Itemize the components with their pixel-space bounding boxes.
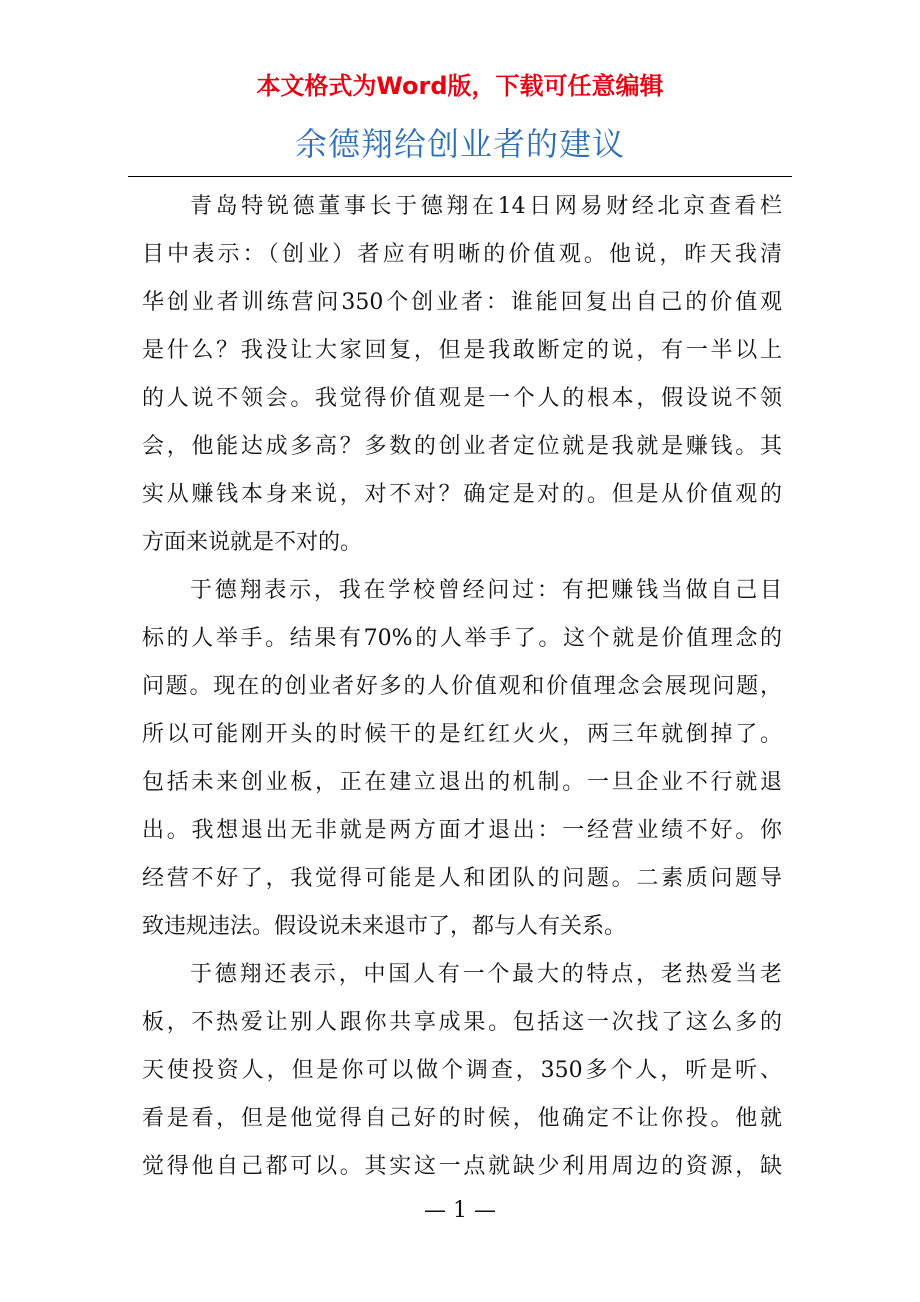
paragraph-line: 方面来说就是不对的。 [142, 530, 363, 555]
paragraph-line: 包括未来创业板，正在建立退出的机制。一旦企业不行就退 [142, 770, 782, 795]
paragraph-line: 实从赚钱本身来说，对不对？确定是对的。但是从价值观的 [142, 482, 782, 507]
paragraph-line: 看是看，但是他觉得自己好的时候，他确定不让你投。他就 [142, 1106, 782, 1131]
paragraph-line: 目中表示：（创业）者应有明晰的价值观。他说，昨天我清 [142, 242, 782, 267]
paragraph-first-line: 青岛特锐德董事长于德翔在14日网易财经北京查看栏 [190, 194, 782, 219]
paragraph-line: 华创业者训练营问350个创业者：谁能回复出自己的价值观 [142, 290, 782, 315]
document-title: 余德翔给创业者的建议 [294, 125, 625, 163]
paragraph-first-line: 于德翔表示，我在学校曾经问过：有把赚钱当做自己目 [190, 578, 782, 603]
title-divider [128, 176, 792, 177]
paragraph-line: 板，不热爱让别人跟你共享成果。包括这一次找了这么多的 [142, 1010, 782, 1035]
paragraph-line: 标的人举手。结果有70%的人举手了。这个就是价值理念的 [142, 626, 782, 651]
format-notice: 本文格式为Word版，下载可任意编辑 [256, 72, 664, 100]
paragraph-line: 觉得他自己都可以。其实这一点就缺少利用周边的资源，缺 [142, 1154, 782, 1179]
paragraph-first-line: 于德翔还表示，中国人有一个最大的特点，老热爱当老 [190, 962, 782, 987]
paragraph-line: 所以可能刚开头的时候干的是红红火火，两三年就倒掉了。 [142, 722, 782, 747]
paragraph-line: 问题。现在的创业者好多的人价值观和价值理念会展现问题， [142, 674, 782, 699]
paragraph-line: 是什么？我没让大家回复，但是我敢断定的说，有一半以上 [142, 338, 782, 363]
paragraph-line: 会，他能达成多高？多数的创业者定位就是我就是赚钱。其 [142, 434, 782, 459]
paragraph-line: 天使投资人，但是你可以做个调查，350多个人，听是听、 [142, 1058, 782, 1083]
document-body [142, 183, 782, 1191]
paragraph-line: 出。我想退出无非就是两方面才退出：一经营业绩不好。你 [142, 818, 782, 843]
paragraph-line: 经营不好了，我觉得可能是人和团队的问题。二素质问题导 [142, 866, 782, 891]
paragraph-line: 的人说不领会。我觉得价值观是一个人的根本，假设说不领 [142, 386, 782, 411]
page-number: — 1 — [424, 1198, 496, 1223]
paragraph-line: 致违规违法。假设说未来退市了，都与人有关系。 [142, 914, 627, 939]
